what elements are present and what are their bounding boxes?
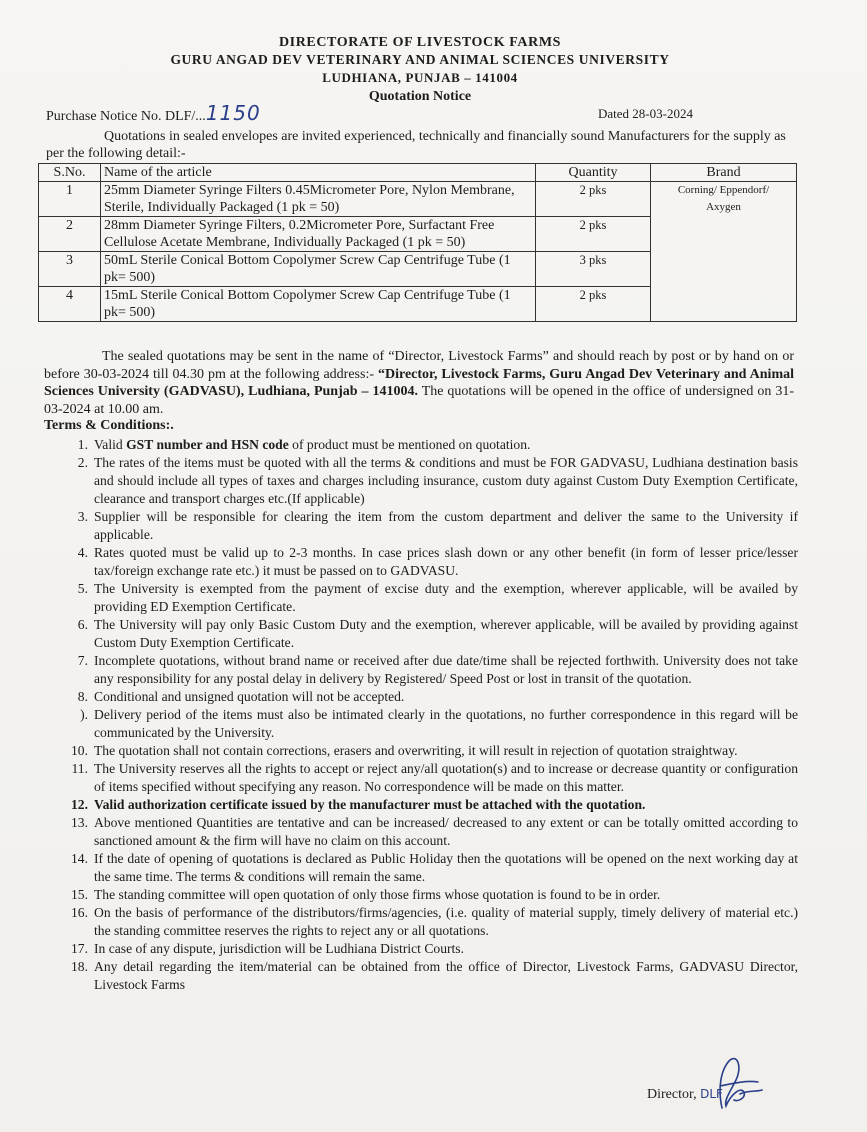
list-item: 16. On the basis of performance of the distributors/firms/agencies, (i.e. quality of material supply, timely delivery of material etc.) the standing committee reserves the rights to reject any or all quotations.: [71, 905, 798, 938]
list-item: 3. Supplier will be responsible for clearing the item from the custom department and deliver the same to the University if applicable.: [77, 509, 798, 542]
university-name: GURU ANGAD DEV VETERINARY AND ANIMAL SCIENCES UNIVERSITY: [170, 52, 670, 67]
notice-label: Purchase Notice No. DLF/...: [46, 109, 206, 124]
row-sno: 2: [39, 217, 101, 252]
header-sno: S.No.: [39, 164, 101, 182]
row-sno: 4: [39, 287, 101, 322]
list-item: ). Delivery period of the items must also be intimated clearly in the quotations, no further correspondence in this regard will be communicated by the University.: [80, 707, 798, 740]
list-item: 15. The standing committee will open quotation of only those firms whose quotation is found to be in order.: [71, 887, 661, 902]
list-item: 8. Conditional and unsigned quotation will not be accepted.: [77, 689, 405, 704]
opening-text: The quotations will be opened in the office of undersigned on 31-03-2024 at 10.00 am.: [44, 384, 794, 417]
list-item: 18. Any detail regarding the item/material can be obtained from the office of Director, Livestock Farms, GADVASU Director, Livestock Farms: [71, 959, 798, 992]
brand-cell: [651, 182, 797, 322]
university-address: LUDHIANA, PUNJAB – 141004: [322, 70, 518, 85]
signatory-line: [647, 1087, 723, 1103]
header-brand: Brand: [651, 164, 797, 182]
list-item: 17. In case of any dispute, jurisdiction will be Ludhiana District Courts.: [71, 941, 464, 956]
list-item: 1. Valid GST number and HSN code of product must be mentioned on quotation.: [77, 437, 531, 452]
page-title: Quotation Notice: [368, 89, 472, 104]
purchase-notice-number: [46, 101, 261, 125]
list-item: 11. The University reserves all the rights to accept or reject any/all quotation(s) and to increase or decrease quantity or configuration of items specified without specifying any reason. No correspondence will be made on this matter.: [71, 761, 798, 794]
row-sno: 3: [39, 252, 101, 287]
terms-list: [48, 436, 798, 994]
list-item: 6. The University will pay only Basic Custom Duty and the exemption, wherever applicable, will be availed by providing against Custom Duty Exemption Certificate.: [77, 617, 798, 650]
row-quantity: 3 pks: [536, 252, 651, 287]
list-item: 12. Valid authorization certificate issued by the manufacturer must be attached with the quotation.: [71, 797, 646, 812]
row-quantity: 2 pks: [536, 217, 651, 252]
row-quantity: 2 pks: [536, 287, 651, 322]
table-header-row: [39, 164, 797, 182]
brand-value: Corning/ Eppendorf/ Axygen: [677, 184, 770, 213]
terms-heading: Terms & Conditions:.: [44, 418, 174, 433]
header-name: Name of the article: [101, 164, 536, 182]
list-item: 4. Rates quoted must be valid up to 2-3 months. In case prices slash down or any other benefit (in form of lesser price/lesser tax/foreign exchange rate etc.) it must be passed on to GADVASU.: [77, 545, 798, 578]
list-item: 14. If the date of opening of quotations is declared as Public Holiday then the quotations will be opened on the next working day at the same time. The terms & conditions will remain the same.: [71, 851, 798, 884]
row-article: 50mL Sterile Conical Bottom Copolymer Screw Cap Centrifuge Tube (1 pk= 500): [101, 252, 536, 287]
directorate-name: DIRECTORATE OF LIVESTOCK FARMS: [278, 35, 562, 50]
list-item: 5. The University is exempted from the payment of excise duty and the exemption, wherever applicable, will be availed by providing ED Exemption Certificate.: [77, 581, 798, 614]
signatory-title: Director,: [647, 1087, 701, 1102]
row-article: 28mm Diameter Syringe Filters, 0.2Micrometer Pore, Surfactant Free Cellulose Acetate Membrane, Individually Packaged (1 pk = 50): [101, 217, 536, 252]
list-item: 2. The rates of the items must be quoted with all the terms & conditions and must be FOR GADVASU, Ludhiana destination basis and should include all types of taxes and charges including insurance, custom duty against Custom Duty Exemption Certificate, clearance and transport charges etc.(If applicable): [77, 455, 798, 506]
list-item: 7. Incomplete quotations, without brand name or received after due date/time shall be rejected forthwith. University does not take any responsibility for any postal delay in delivery by Registered/ Speed Post or lost in transit of the quotation.: [77, 653, 798, 686]
items-table: [38, 163, 797, 322]
row-article: 15mL Sterile Conical Bottom Copolymer Screw Cap Centrifuge Tube (1 pk= 500): [101, 287, 536, 322]
header-quantity: Quantity: [536, 164, 651, 182]
list-item: 10. The quotation shall not contain corrections, erasers and overwriting, it will result in rejection of quotation straightway.: [71, 743, 738, 758]
row-quantity: 2 pks: [536, 182, 651, 217]
signatory-suffix: DLF: [700, 1087, 723, 1101]
handwritten-signature: [700, 1050, 770, 1120]
intro-paragraph: Quotations in sealed envelopes are invited experienced, technically and financially sound Manufacturers for the supply as per the following detail:-: [46, 129, 786, 161]
handwritten-notice-number: 1150: [205, 101, 261, 125]
list-item: 13. Above mentioned Quantities are tentative and can be increased/ decreased to any extent or can be totally omitted according to sanctioned amount & the firm will have no claim on this account.: [71, 815, 798, 848]
row-article: 25mm Diameter Syringe Filters 0.45Micrometer Pore, Nylon Membrane, Sterile, Individually Packaged (1 pk = 50): [101, 182, 536, 217]
notice-date: Dated 28-03-2024: [598, 106, 693, 121]
submission-paragraph: [44, 348, 794, 418]
submission-text: The sealed quotations may be sent in the name of “Director, Livestock Farms” and should reach by post or by hand on or before 30-03-2024 till 04.30 pm at the following address:-: [44, 349, 794, 382]
table-row: [39, 182, 797, 217]
row-sno: 1: [39, 182, 101, 217]
submission-address: “Director, Livestock Farms, Guru Angad Dev Veterinary and Animal Sciences University (GADVASU), Ludhiana, Punjab – 141004.: [44, 366, 794, 399]
